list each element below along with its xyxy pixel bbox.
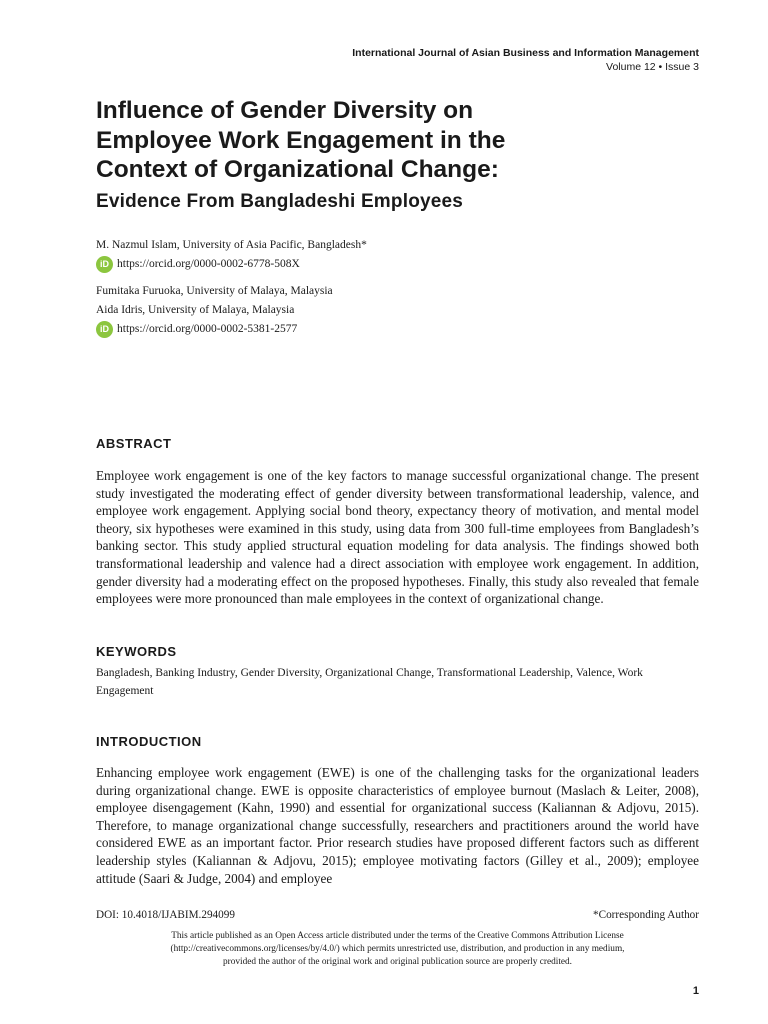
author-2: Fumitaka Furuoka, University of Malaya, Malaysia <box>96 285 333 297</box>
orcid-icon: iD <box>96 256 113 273</box>
page-number: 1 <box>692 985 699 997</box>
keywords-heading: KEYWORDS <box>96 644 177 659</box>
abstract-text: Employee work engagement is one of the key factors to manage successful organizational change. The present study investigated the moderating effect of gender diversity between transformational leadership, valence, and employee work engagement. Applying social bond theory, expectancy theory of motivation, and mental model theory, six hypotheses were examined in this study, using data from 300 full-time employees from Bangladesh’s banking sector. This study applied structural equation modeling for data analysis. The findings showed both transformational leadership and valence had a direct association with employee work engagement. In addition, gender diversity had a moderating effect on the proposed hypotheses. Finally, this study also revealed that female employees were more pronounced than male employees in the context of organizational change. <box>96 468 699 607</box>
title-block <box>96 96 716 214</box>
journal-name: International Journal of Asian Business and Information Management <box>352 47 699 59</box>
introduction-text: Enhancing employee work engagement (EWE) is one of the challenging tasks for the organizational leaders during organizational change. EWE is opposite characteristics of employee burnout (Maslach & Leiter, 2008), employee disengagement (Kahn, 1990) and essential for organizational success (Kaliannan & Adjovu, 2015). Therefore, to manage organizational change successfully, researchers and practitioners around the world have considered EWE as an important factor. Prior research studies have proposed different factors such as different leadership styles (Kaliannan & Adjovu, 2015); employee motivating factors (Gilley et al., 2009); employee attitude (Saari & Judge, 2004) and employee <box>96 765 699 886</box>
orcid-1[interactable] <box>96 255 716 274</box>
orcid-link-1[interactable]: https://orcid.org/0000-0002-6778-508X <box>117 258 300 270</box>
volume-issue: Volume 12 • Issue 3 <box>606 61 699 73</box>
title-line-3: Context of Organizational Change: <box>96 156 499 183</box>
footer-row <box>96 909 699 921</box>
doi[interactable]: DOI: 10.4018/IJABIM.294099 <box>96 909 235 921</box>
journal-header <box>352 46 699 74</box>
license-line-1: This article published as an Open Access article distributed under the terms of the Creative Commons Attribution License <box>171 931 624 941</box>
introduction-heading: INTRODUCTION <box>96 734 202 749</box>
orcid-link-2[interactable]: https://orcid.org/0000-0002-5381-2577 <box>117 323 298 335</box>
title-line-1: Influence of Gender Diversity on <box>96 97 474 124</box>
keywords-text: Bangladesh, Banking Industry, Gender Diversity, Organizational Change, Transformational Leadership, Valence, Work Engagement <box>96 667 643 697</box>
orcid-2[interactable] <box>96 320 716 339</box>
paper-title <box>96 96 716 185</box>
corresponding-author-note: *Corresponding Author <box>593 909 699 921</box>
paper-subtitle: Evidence From Bangladeshi Employees <box>96 190 464 212</box>
author-1: M. Nazmul Islam, University of Asia Pacific, Bangladesh* <box>96 239 367 251</box>
orcid-icon: iD <box>96 321 113 338</box>
abstract-heading: ABSTRACT <box>96 436 172 451</box>
license-line-3: provided the author of the original work and original publication source are properly credited. <box>222 957 573 967</box>
title-line-2: Employee Work Engagement in the <box>96 126 506 154</box>
license-notice <box>96 930 699 969</box>
license-line-2: (http://creativecommons.org/licenses/by/4.0/) which permits unrestricted use, distribution, and production in any medium, <box>170 944 625 954</box>
author-3: Aida Idris, University of Malaya, Malaysia <box>96 304 295 316</box>
author-list <box>96 236 716 339</box>
